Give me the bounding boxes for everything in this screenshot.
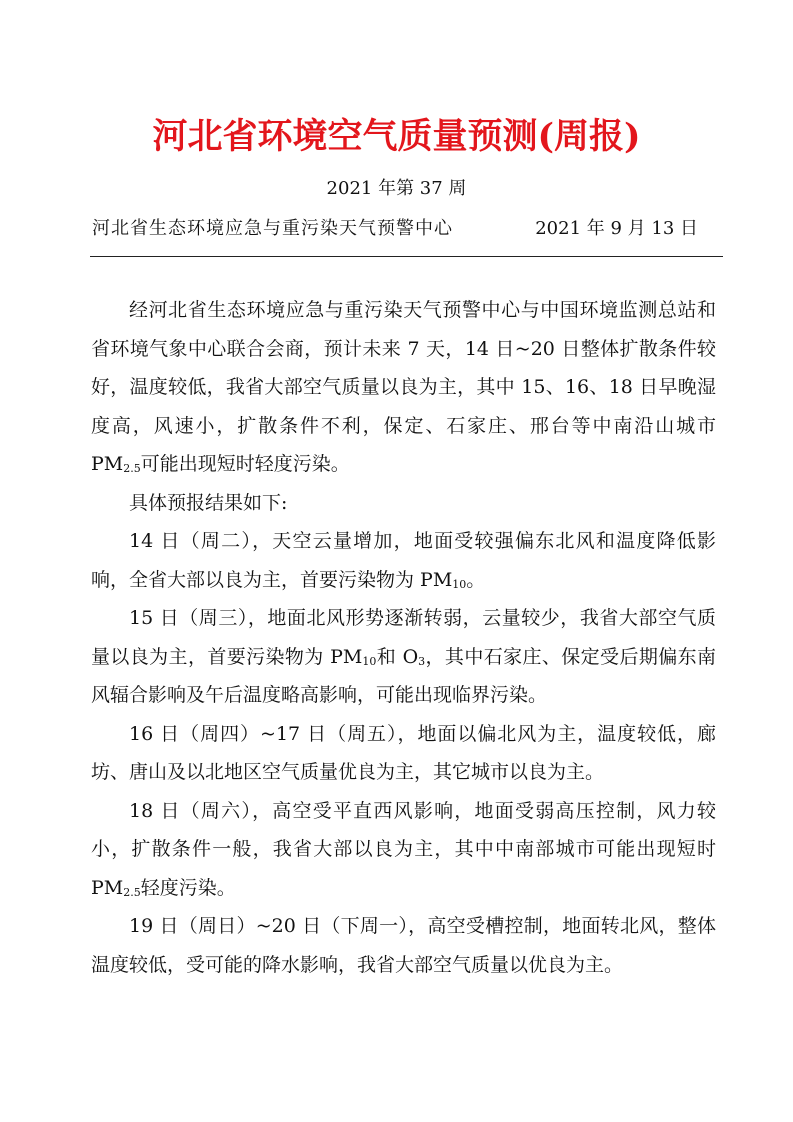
paragraph-lead: 具体预报结果如下: (129, 491, 288, 514)
page-title: 河北省环境空气质量预测(周报) (152, 116, 641, 157)
paragraph-day16-17: 16 日（周四）~17 日（周五），地面以偏北风为主，温度较低，廊坊、唐山及以北地区空气质量优良为主，其它城市以良为主。 (91, 722, 716, 783)
header-divider (90, 256, 723, 257)
report-body (91, 291, 716, 984)
paragraph-intro: 经河北省生态环境应急与重污染天气预警中心与中国环境监测总站和省环境气象中心联合会商，预计未来 7 天，14 日~20 日整体扩散条件较好，温度较低，我省大部空气质量以良为主，其中 15、16、18 日早晚湿度高，风速小，扩散条件不利，保定、石家庄、邢台等中南沿山城市 $PM_{2.5}$可能出现短时轻度污染。 (91, 299, 716, 475)
paragraph-day14: 14 日（周二），天空云量增加，地面受较强偏东北风和温度降低影响，全省大部以良为主，首要污染物为 $PM_{10}$。 (91, 530, 716, 591)
paragraph-day15: 15 日（周三），地面北风形势逐渐转弱，云量较少，我省大部空气质量以良为主，首要污染物为 $PM_{10}$和 $O_3$，其中石家庄、保定受后期偏东南风辐合影响及午后温度略高影响，可能出现临界污染。 (91, 607, 717, 706)
issue-date: 2021 年 9 月 13 日 (535, 218, 698, 239)
paragraph-day18: 18 日（周六），高空受平直西风影响，地面受弱高压控制，风力较小，扩散条件一般，我省大部以良为主，其中中南部城市可能出现短时 $PM_{2.5}$轻度污染。 (91, 799, 716, 899)
issue-number: 2021 年第 37 周 (326, 178, 467, 199)
issuing-organization: 河北省生态环境应急与重污染天气预警中心 (92, 218, 453, 239)
paragraph-day19-20: 19 日（周日）~20 日（下周一），高空受槽控制，地面转北风，整体温度较低，受可能的降水影响，我省大部空气质量以优良为主。 (91, 915, 716, 976)
